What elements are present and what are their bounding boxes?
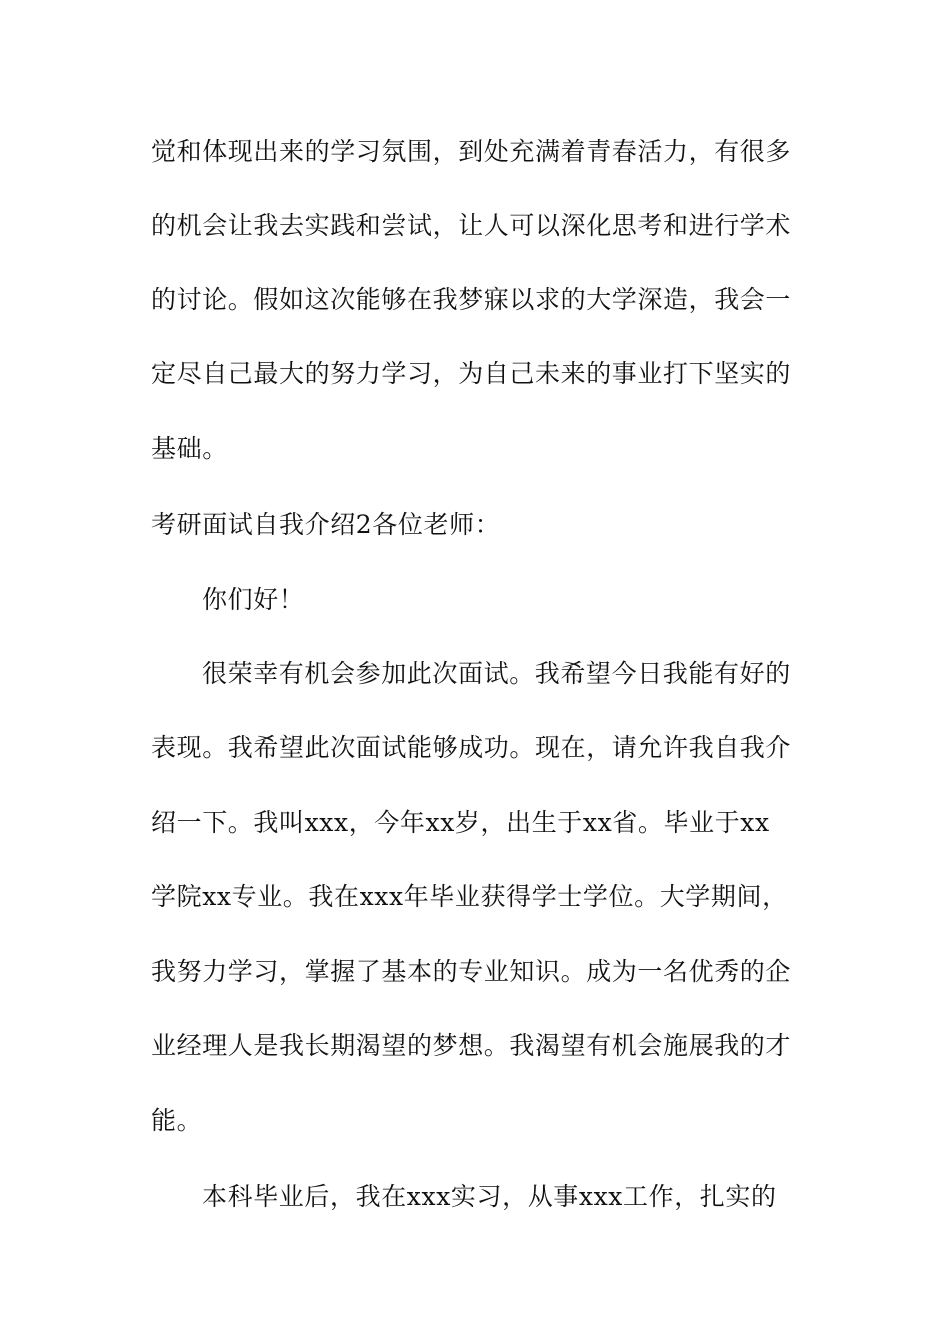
section-heading: 考研面试自我介绍2各位老师： — [151, 510, 501, 539]
paragraph-first-line: 本科毕业后，我在xxx实习，从事xxx工作，扎实的 — [202, 1182, 777, 1211]
text-line: 的讨论。假如这次能够在我梦寐以求的大学深造，我会一 — [151, 285, 792, 314]
text-line: 学院xx专业。我在xxx年毕业获得学士学位。大学期间， — [151, 882, 788, 911]
greeting-line: 你们好！ — [202, 585, 305, 614]
text-line: 能。 — [151, 1106, 203, 1135]
text-line: 我努力学习，掌握了基本的专业知识。成为一名优秀的企 — [151, 957, 792, 986]
paragraph-first-line: 很荣幸有机会参加此次面试。我希望今日我能有好的 — [202, 659, 791, 688]
text-line: 定尽自己最大的努力学习，为自己未来的事业打下坚实的 — [151, 359, 792, 388]
text-line: 表现。我希望此次面试能够成功。现在，请允许我自我介 — [151, 733, 792, 762]
text-line: 的机会让我去实践和尝试，让人可以深化思考和进行学术 — [151, 211, 792, 240]
text-line: 觉和体现出来的学习氛围，到处充满着青春活力，有很多 — [151, 137, 792, 166]
text-line: 基础。 — [151, 434, 228, 463]
text-line: 绍一下。我叫xxx，今年xx岁，出生于xx省。毕业于xx — [151, 808, 770, 837]
text-line: 业经理人是我长期渴望的梦想。我渴望有机会施展我的才 — [151, 1031, 792, 1060]
